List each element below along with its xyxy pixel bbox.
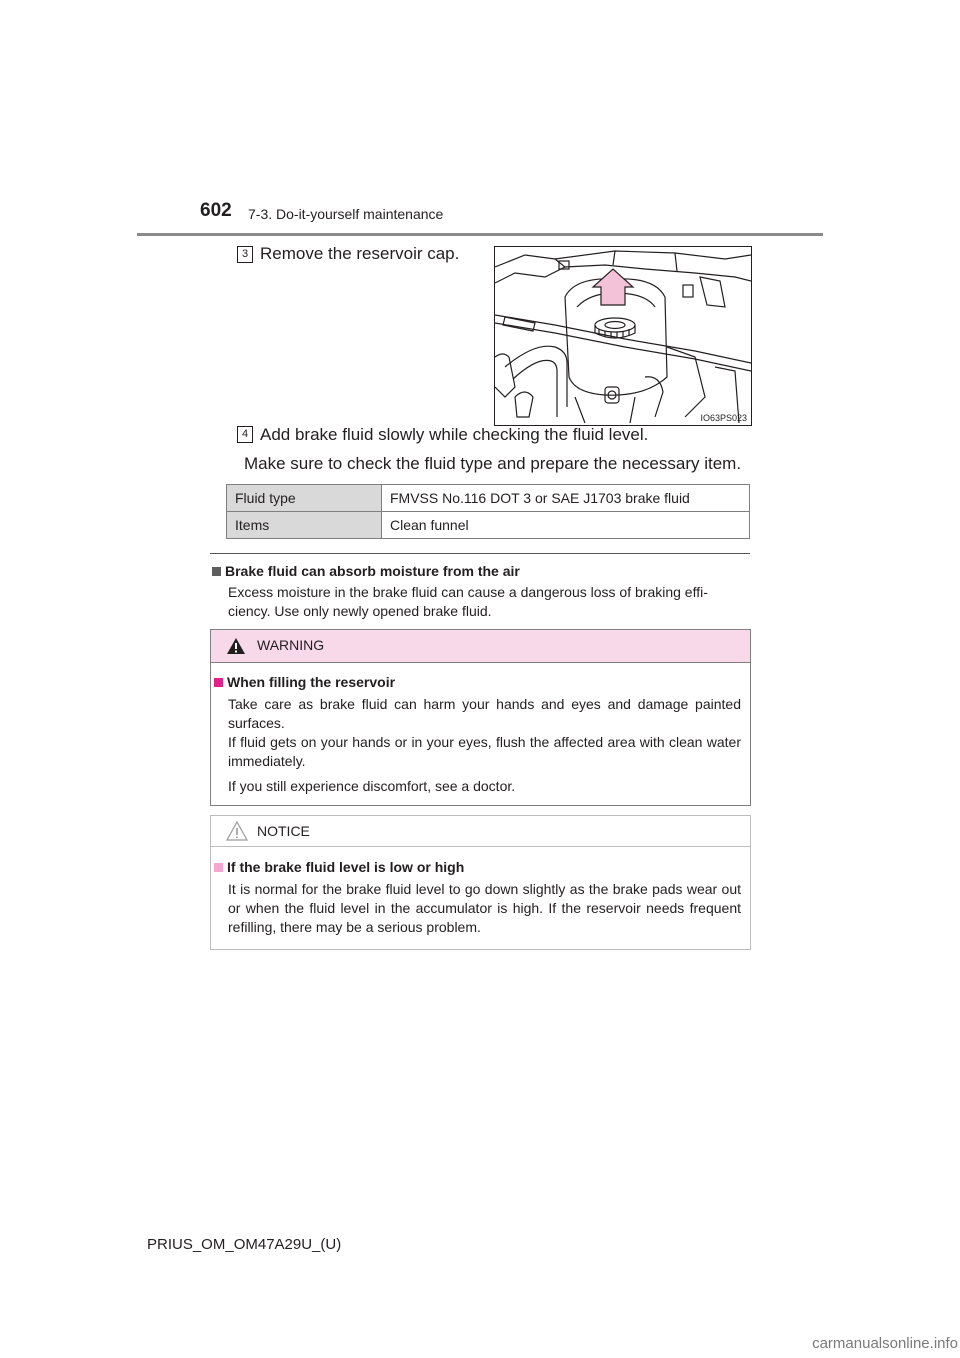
figure-code: IO63PS023 xyxy=(700,413,747,423)
warning-body xyxy=(228,695,741,802)
notice-subheading xyxy=(214,859,464,875)
warning-label: WARNING xyxy=(257,637,325,653)
warning-text-1: Take care as brake fluid can harm your hands and eyes and damage painted surfaces. xyxy=(228,696,741,731)
table-row xyxy=(227,512,750,539)
step-4-note: Make sure to check the fluid type and prepare the necessary item. xyxy=(244,454,742,473)
warning-paragraph xyxy=(228,695,741,771)
info-body: Excess moisture in the brake fluid can cause a dangerous loss of braking effi- ciency. Use only newly opened brake fluid. xyxy=(228,584,708,619)
step-3-text: Remove the reservoir cap. xyxy=(260,244,460,263)
table-value-fluid-type: FMVSS No.116 DOT 3 or SAE J1703 brake fluid xyxy=(382,485,750,512)
info-heading-text: Brake fluid can absorb moisture from the air xyxy=(225,563,520,579)
warning-box xyxy=(210,629,751,806)
warning-subheading-text: When filling the reservoir xyxy=(227,674,396,690)
footer-code: PRIUS_OM_OM47A29U_(U) xyxy=(147,1236,342,1253)
step-4-number: 4 xyxy=(237,426,253,443)
table-row xyxy=(227,485,750,512)
notice-header xyxy=(211,816,750,847)
fluid-requirements-table xyxy=(226,484,750,539)
notice-label: NOTICE xyxy=(257,823,310,839)
warning-paragraph: If you still experience discomfort, see a doctor. xyxy=(228,778,516,794)
reservoir-cap-illustration xyxy=(494,246,752,426)
info-divider xyxy=(210,553,750,554)
table-label-fluid-type: Fluid type xyxy=(227,485,382,512)
table-value-items: Clean funnel xyxy=(382,512,750,539)
step-4-text: Add brake fluid slowly while checking the fluid level. xyxy=(260,425,649,444)
section-title: 7-3. Do-it-yourself maintenance xyxy=(248,206,444,222)
notice-triangle-icon xyxy=(226,821,248,841)
notice-subheading-text: If the brake fluid level is low or high xyxy=(227,859,465,875)
bullet-square-icon xyxy=(214,678,223,687)
warning-header xyxy=(211,630,750,663)
watermark-link[interactable]: carmanualsonline.info xyxy=(812,1335,958,1352)
step-3-number: 3 xyxy=(237,246,253,263)
info-heading xyxy=(212,563,520,579)
notice-body: It is normal for the brake fluid level to go down slightly as the brake pads wear out or when the fluid level in the accumulator is high. If the reservoir needs frequent refilling, there may be a serious problem. xyxy=(228,881,741,935)
page-number: 602 xyxy=(200,200,232,221)
engine-bay-drawing xyxy=(495,247,751,425)
warning-triangle-icon xyxy=(226,637,246,655)
bullet-square-icon xyxy=(212,567,221,576)
header-divider xyxy=(137,233,823,236)
warning-subheading xyxy=(214,674,395,690)
notice-box xyxy=(210,815,751,950)
bullet-square-icon xyxy=(214,863,223,872)
warning-text-2: If fluid gets on your hands or in your eyes, flush the affected area with clean water immediately. xyxy=(228,734,741,769)
table-label-items: Items xyxy=(227,512,382,539)
